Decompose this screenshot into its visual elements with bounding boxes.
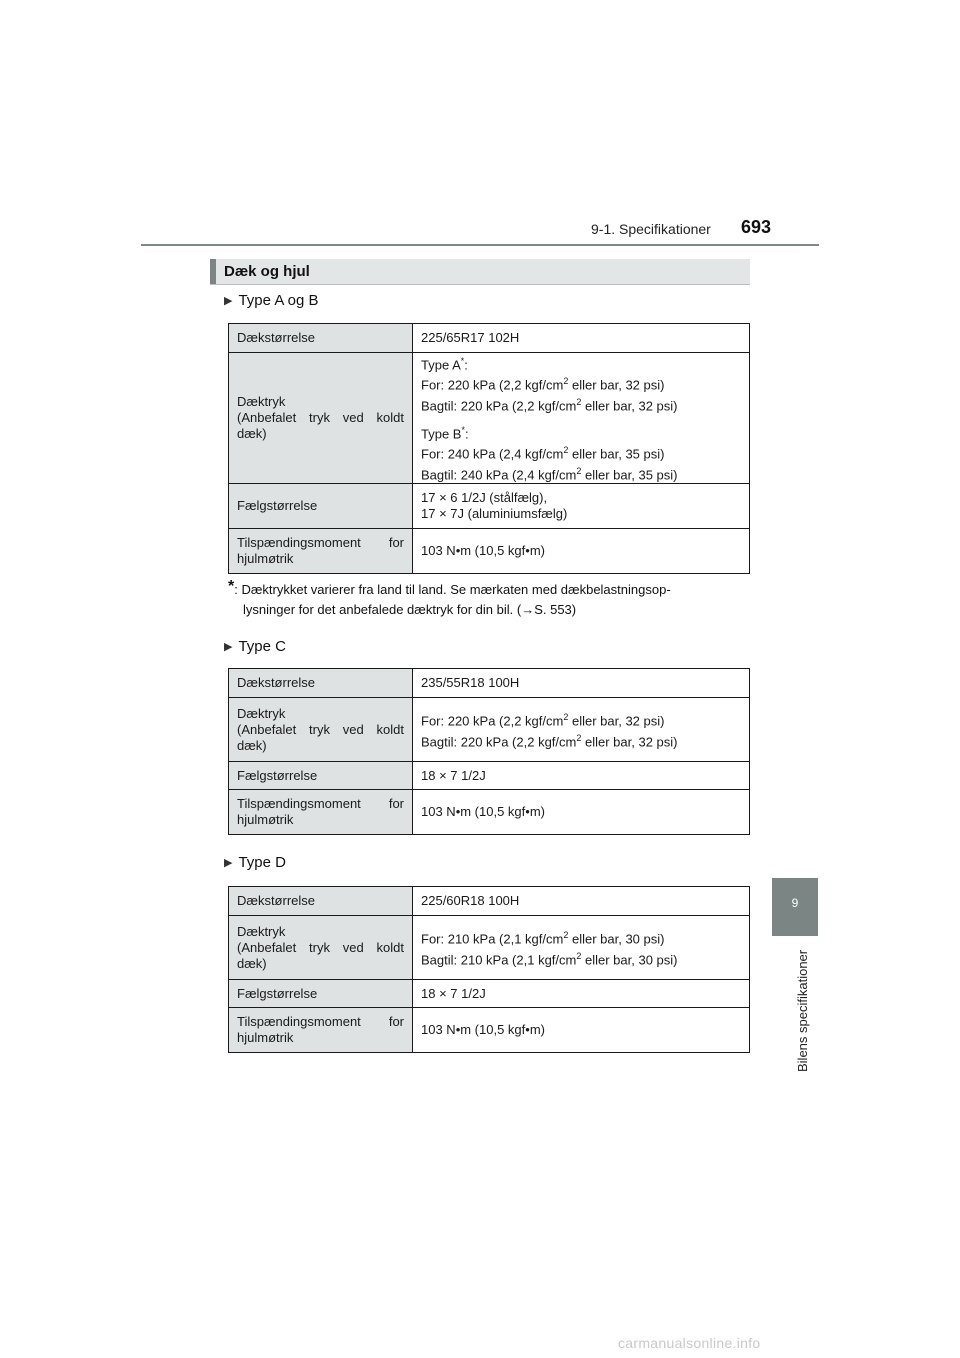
superscript: 2 xyxy=(576,396,582,407)
torque-value: 103 N•m (10,5 kgf•m) xyxy=(413,790,750,835)
rear-pressure-end: eller bar, 35 psi) xyxy=(581,466,678,482)
subheading-text: Type A og B xyxy=(238,292,319,309)
table-row xyxy=(229,669,750,698)
rear-pressure: Bagtil: 220 kPa (2,2 kgf/cm xyxy=(421,397,577,413)
table-row xyxy=(229,528,750,573)
spec-table-type-a-b xyxy=(228,323,750,574)
torque-label-line: Tilspændingsmoment for xyxy=(237,796,404,811)
table-row xyxy=(229,698,750,762)
table-row xyxy=(229,762,750,790)
chapter-tab-label: Bilens specifikationer xyxy=(795,949,810,1072)
table-row xyxy=(229,483,750,528)
front-pressure: For: 240 kPa (2,4 kgf/cm xyxy=(421,446,564,462)
rear-pressure-end: eller bar, 32 psi) xyxy=(581,733,678,749)
table-row xyxy=(229,324,750,353)
triangle-bullet-icon: ▶ xyxy=(224,295,233,307)
superscript: 2 xyxy=(563,376,569,387)
superscript: 2 xyxy=(576,732,582,743)
torque-label-line: hjulmøtrik xyxy=(237,1030,294,1045)
torque-label-line: Tilspændingsmoment for xyxy=(237,1014,404,1029)
table-row xyxy=(229,1008,750,1053)
torque-label xyxy=(229,528,413,573)
superscript: 2 xyxy=(563,712,569,723)
superscript: 2 xyxy=(563,445,569,456)
spec-table-type-c xyxy=(228,668,750,835)
subheading-type-c xyxy=(224,638,286,655)
pressure-label xyxy=(229,698,413,762)
footnote-line: : Dæktrykket varierer fra land til land. Se mærkaten med dækbelastningsop- xyxy=(234,582,671,597)
pressure-label-line: Dæktryk xyxy=(237,923,286,939)
front-pressure-end: eller bar, 32 psi) xyxy=(568,713,665,729)
torque-value: 103 N•m (10,5 kgf•m) xyxy=(413,1008,750,1053)
rim-size-value: 18 × 7 1/2J xyxy=(413,762,750,790)
front-pressure-end: eller bar, 30 psi) xyxy=(568,931,665,947)
tire-size-value: 235/55R18 100H xyxy=(413,669,750,698)
pressure-value xyxy=(413,916,750,980)
subheading-text: Type D xyxy=(238,854,286,871)
triangle-bullet-icon: ▶ xyxy=(224,857,233,869)
tire-size-value: 225/60R18 100H xyxy=(413,887,750,916)
pressure-label xyxy=(229,916,413,980)
pressure-label-line: dæk) xyxy=(237,737,267,753)
page-number: 693 xyxy=(741,217,772,237)
rear-pressure: Bagtil: 220 kPa (2,2 kgf/cm xyxy=(421,733,577,749)
type-a-label: Type A xyxy=(421,357,461,373)
pressure-label-line: dæk) xyxy=(237,425,267,441)
table-row xyxy=(229,353,750,484)
torque-label-line: hjulmøtrik xyxy=(237,812,294,827)
spec-table-type-d xyxy=(228,886,750,1053)
subheading-type-d xyxy=(224,854,286,871)
table-row xyxy=(229,980,750,1008)
section-title: Dæk og hjul xyxy=(224,263,310,280)
header-divider xyxy=(141,244,819,246)
superscript: 2 xyxy=(576,465,582,476)
rear-pressure: Bagtil: 240 kPa (2,4 kgf/cm xyxy=(421,466,577,482)
rim-size-label: Fælgstørrelse xyxy=(229,762,413,790)
front-pressure: For: 220 kPa (2,2 kgf/cm xyxy=(421,713,564,729)
pressure-label xyxy=(229,353,413,484)
pressure-value: Type A*: For: 220 kPa (2,2 kgf/$cm^2$ eller bar, 32 psi) Bagtil: 220 kPa (2,2 kgf/$cm^2$ eller bar, 32 psi) Type B*: For: 240 kPa (2,4 kgf/$cm^2$ eller bar, 35 psi) Bagtil: 240 kPa (2,4 kgf/$cm^2$ eller bar, 35 psi) xyxy=(413,353,750,484)
pressure-label-line: Dæktryk xyxy=(237,393,286,409)
rear-pressure-end: eller bar, 30 psi) xyxy=(581,951,678,967)
pressure-label-line: dæk) xyxy=(237,955,267,971)
subheading-type-a-b xyxy=(224,292,319,309)
rim-size-value xyxy=(413,483,750,528)
section-title-accent xyxy=(210,259,216,284)
pressure-value xyxy=(413,698,750,762)
table-row xyxy=(229,916,750,980)
triangle-bullet-icon: ▶ xyxy=(224,641,233,653)
torque-label-line: hjulmøtrik xyxy=(237,550,294,566)
rim-size-label: Fælgstørrelse xyxy=(229,980,413,1008)
type-b-label: Type B xyxy=(421,426,462,442)
superscript: 2 xyxy=(576,950,582,961)
rear-pressure: Bagtil: 210 kPa (2,1 kgf/cm xyxy=(421,951,577,967)
footnote-star: * xyxy=(460,356,465,366)
footnote-star: * xyxy=(228,578,235,595)
front-pressure: For: 210 kPa (2,1 kgf/cm xyxy=(421,931,564,947)
torque-label xyxy=(229,1008,413,1053)
pressure-label-line: Dæktryk xyxy=(237,705,286,721)
rim-size-label: Fælgstørrelse xyxy=(229,483,413,528)
footnote-line: lysninger for det anbefalede dæktryk for din bil. (→S. 553) xyxy=(243,602,577,617)
section-title-bar xyxy=(210,259,750,285)
front-pressure-end: eller bar, 35 psi) xyxy=(568,446,665,462)
rim-size-line: 17 × 7J (aluminiumsfælg) xyxy=(421,505,568,521)
torque-label-line: Tilspændingsmoment for xyxy=(237,534,404,550)
torque-label xyxy=(229,790,413,835)
subheading-text: Type C xyxy=(238,638,286,655)
table-row xyxy=(229,790,750,835)
superscript: 2 xyxy=(563,930,569,941)
watermark: carmanualsonline.info xyxy=(618,1335,761,1351)
rim-size-value: 18 × 7 1/2J xyxy=(413,980,750,1008)
table-row xyxy=(229,887,750,916)
pressure-label-line: (Anbefalet tryk ved koldt xyxy=(237,939,404,955)
rim-size-line: 17 × 6 1/2J (stålfælg), xyxy=(421,489,548,505)
pressure-label-line: (Anbefalet tryk ved koldt xyxy=(237,721,404,737)
front-pressure-end: eller bar, 32 psi) xyxy=(568,377,665,393)
tire-size-label: Dækstørrelse xyxy=(229,887,413,916)
chapter-tab[interactable] xyxy=(772,878,818,936)
front-pressure: For: 220 kPa (2,2 kgf/cm xyxy=(421,377,564,393)
tire-size-value: 225/65R17 102H xyxy=(413,324,750,353)
footnote xyxy=(228,577,750,620)
header-section-title: 9-1. Specifikationer xyxy=(591,221,711,237)
tire-size-label: Dækstørrelse xyxy=(229,669,413,698)
tire-size-label: Dækstørrelse xyxy=(229,324,413,353)
rear-pressure-end: eller bar, 32 psi) xyxy=(581,397,678,413)
torque-value: 103 N•m (10,5 kgf•m) xyxy=(413,528,750,573)
pressure-label-line: (Anbefalet tryk ved koldt xyxy=(237,409,404,425)
chapter-tab-number: 9 xyxy=(791,896,799,910)
footnote-star: * xyxy=(461,424,465,435)
